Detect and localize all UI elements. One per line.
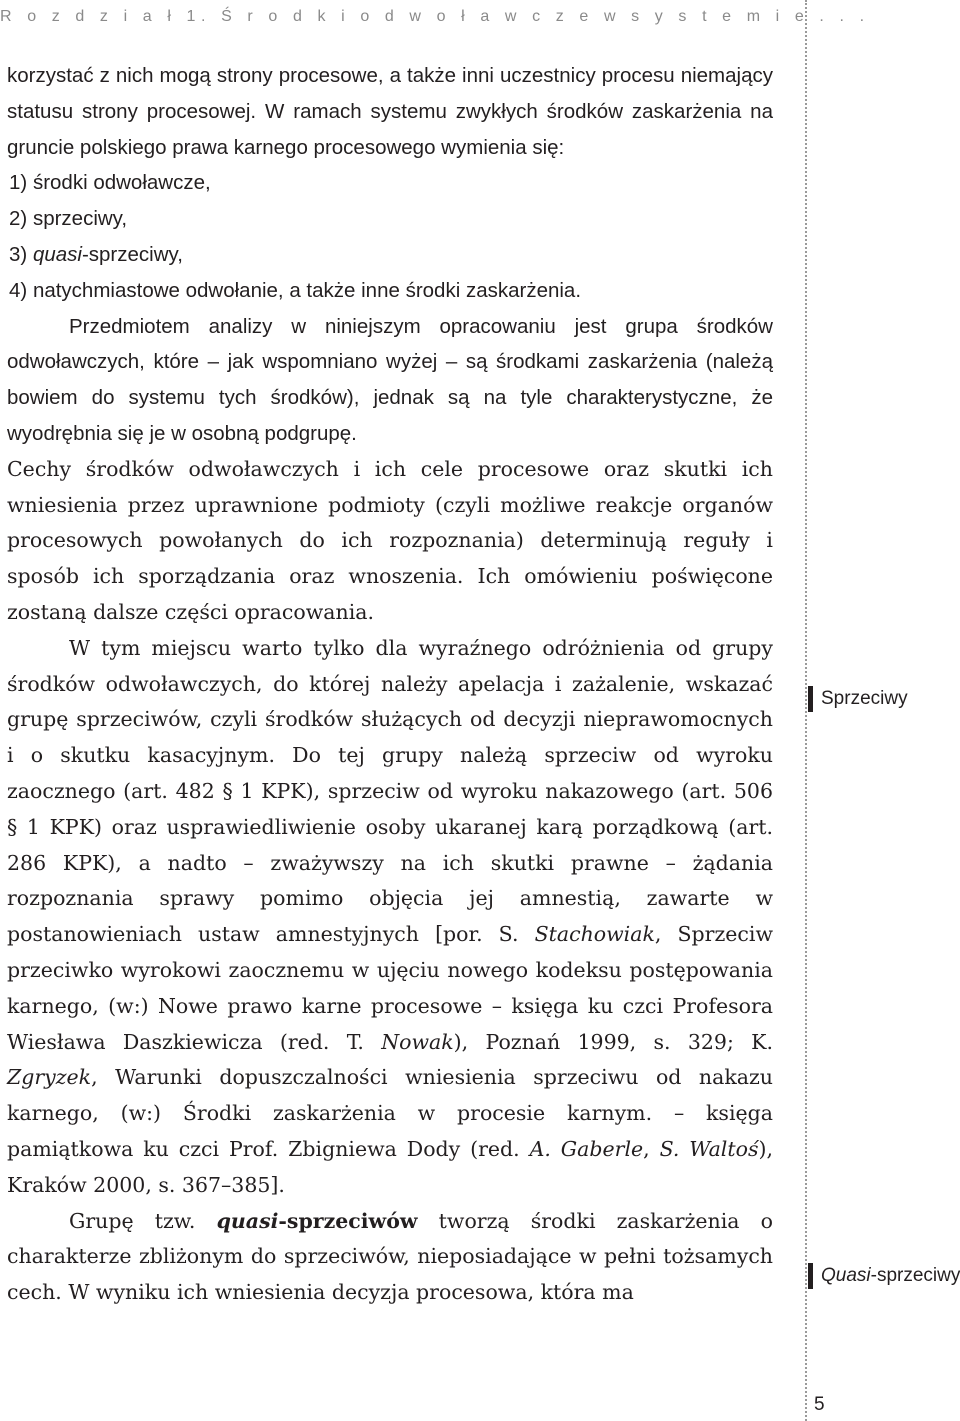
margin-divider [805,0,807,1421]
text-run: , Warunki dopuszczalności wniesienia sprzeciwu od nakazu karnego, (w:) Środki zaskarżenia w procesie karnym. – księga pamiątkowa ku czci Prof. Zbigniewa Dody (red. [7,1065,773,1161]
margin-note-sprzeciwy: Sprzeciwy [808,686,908,712]
list-item-text: natychmiastowe odwołanie, a także inne środki zaskarżenia. [32,278,582,302]
paragraph-analysis: Przedmiotem analizy w niniejszym opracowaniu jest grupa środków odwoławczych, które – jak wspomniano wyżej – są środkami zaskarżenia (należą bowiem do systemu tych środków), jednak są na tyle charakterystyczne, że wyodrębnia się je w osobną podgrupę. [7,314,773,445]
paragraph-quasi-objections [7,1204,773,1311]
author-name: Zgryzek [7,1065,92,1090]
bold-term: quasi [216,1208,279,1233]
margin-note-emphasis: Quasi [821,1265,871,1286]
list-item-text: środki odwoławcze, [32,171,211,195]
list-item-text: -sprzeciwy, [81,242,183,266]
list [7,165,773,308]
list-item-number: 4) [9,278,28,302]
list-item [9,273,773,309]
text-run: ), Poznań 1999, s. 329; K. [453,1029,773,1054]
list-item [9,237,773,273]
main-text [7,58,773,1311]
margin-note-text: -sprzeciwy [870,1265,960,1286]
bold-term: -sprzeciwów [278,1208,418,1233]
list-item-number: 3) [9,242,28,266]
author-name: A. Gaberle [529,1136,644,1161]
list-item-number: 2) [9,207,28,231]
paragraph-features: Cechy środków odwoławczych i ich cele procesowe oraz skutki ich wniesienia przez uprawnione podmioty (czyli możliwe reakcje organów procesowych powołanych do ich rozpoznania) determinują reguły i sposób ich sporządzania oraz wnoszenia. Ich omówieniu poświęcone zostaną dalsze części opracowania. [7,456,773,624]
list-item [9,201,773,237]
author-name: Stachowiak [534,922,655,947]
intro-paragraph: korzystać z nich mogą strony procesowe, a także inni uczestnicy procesu niemający statusu strony procesowej. W ramach systemu zwykłych środków zaskarżenia na gruncie polskiego prawa karnego procesowego wymienia się: [7,64,773,159]
list-item [9,165,773,201]
text-run: ), Kraków 2000, s. 367–385]. [7,1136,773,1197]
author-name: Nowak [381,1029,454,1054]
text-run: , [643,1136,660,1161]
text-run: tworzą środki zaskarżenia o charakterze zbliżonym do sprzeciwów, nieposiadające w pełni tożsamych cech. W wyniku ich wniesienia decyzja procesowa, która ma [7,1208,773,1305]
text-run: , Sprzeciw przeciwko wyrokowi zaocznemu w ujęciu nowego kodeksu postępowania karnego, (w:) Nowe prawo karne procesowe – księga ku czci Profesora Wiesława Daszkiewicza (red. T. [7,922,773,1054]
text-run: W tym miejscu warto tylko dla wyraźnego odróżnienia od grupy środków odwoławczych, do której należy apelacja i zażalenie, wskazać grupę sprzeciwów, czyli środków służących od decyzji nieprawomocnych i o skutku kasacyjnym. Do tej grupy należą sprzeciw od wyroku zaocznego (art. 482 § 1 KPK), sprzeciw od wyroku nakazowego (art. 506 § 1 KPK) oraz usprawiedliwienie osoby ukaranej karą porządkową (art. 286 KPK), a nadto – zważywszy na ich skutki prawne – żądania rozpoznania sprawy pomimo objęcia jej amnestią, zawarte w postanowieniach ustaw amnestyjnych [por. S. [7,635,773,947]
author-name: S. Waltoś [659,1136,759,1161]
list-item-emphasis: quasi [32,242,82,266]
paragraph-objections [7,631,773,1204]
running-header: R o z d z i a ł 1. Ś r o d k i o d w o ł a w c z e w s y s t e m i e . . . [0,8,870,25]
list-item-text: sprzeciwy, [32,207,128,231]
margin-note-quasi-sprzeciwy [808,1263,960,1289]
list-item-number: 1) [9,171,28,195]
text-run: Grupę tzw. [69,1208,217,1233]
page-number: 5 [814,1394,825,1415]
